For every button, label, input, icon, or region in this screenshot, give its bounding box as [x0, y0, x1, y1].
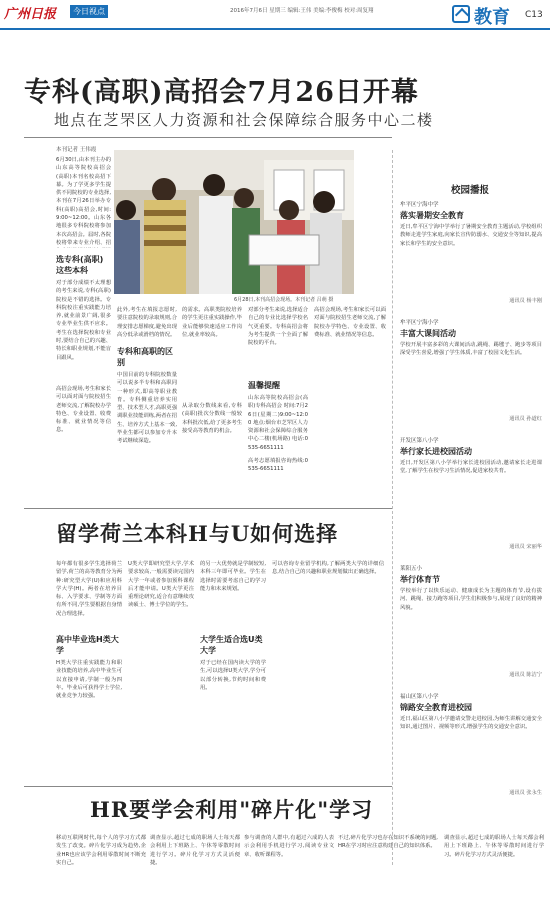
article1-col4-p3: 高考志愿填报咨询热线:0535-6651111: [248, 458, 308, 473]
sub-headline: 地点在芝罘区人力资源和社会保障综合服务中心二楼: [54, 111, 434, 129]
divider: [24, 137, 392, 138]
article1-col4: [248, 306, 308, 506]
section3-headline: HR要学会利用"碎片化"学习: [90, 797, 374, 822]
sidebar-item-sign: 通讯员 孙道红: [509, 416, 542, 422]
sidebar-item-school: 牟平区宁海小学: [400, 320, 439, 326]
article1-col1: [56, 156, 111, 506]
section3-col2-p1: 调查显示,超过七成的职场人士每天都会利用上下班路上、午休等零散时间进行学习。碎片化学习方式灵活便捷。: [150, 835, 240, 866]
newspaper-logo: 广州日报: [4, 7, 57, 22]
sidebar-item-title: 锦路安全教育进校园: [400, 703, 472, 712]
article1-col2-p1: 此外,考生在填报志愿时,要注意院校的录取规则,合理安排志愿梯度,避免出现高分低录或滑档的情况。: [117, 307, 177, 338]
section2-col1-p1: 每年都有很多学生选择荷兰留学,荷兰的高等教育分为两种:研究型大学(U)和应用科学大学(H)。两者在培养目标、入学要求、学制等方面有所不同,学生要根据自身情况合理选择。: [56, 561, 122, 617]
article1-col4-p2: 山东高等院校高招会(高职)专科高招会 时间:7月26日(星期二)9:00~12:00 地点:烟台市芝罘区人力资源和社会保障综合服务中心二楼(机场路) 电话:0535-6651111: [248, 395, 308, 451]
sidebar-item: [400, 564, 542, 692]
section-label: [452, 2, 548, 28]
section2-col1-p2: H类大学注重实践能力和职业技能的培养,高中毕业生可以直接申请,学制一般为四年。毕业后可获得学士学位,就业竞争力较强。: [56, 660, 122, 700]
divider: [24, 508, 392, 509]
article1-col3-p2: 从录取分数线来看,专科(高职)批次分数线一般较本科批次低,给了更多考生接受高等教育的机会。: [182, 403, 242, 434]
section2-col3-p2: 对于已经在国内读大学的学生,可以选择U类大学,学分可以部分转换,节约时间和费用。: [200, 660, 266, 691]
section3-col5-p1: 调查显示,超过七成的职场人士每天都会利用上下班路上、午休等零散时间进行学习。碎片化学习方式灵活便捷。: [444, 835, 544, 858]
sidebar-item: [400, 436, 542, 564]
article1-p2: 对于部分成绩不太理想的考生来说,专科(高职)院校是不错的选择。专科院校注重实践能力培养,就业前景广阔,很多专业毕业生供不应求。考生在选择院校和专业时,要结合自己的兴趣、特长和职业规划,不能盲目跟风。: [56, 280, 111, 361]
page-number: C13: [525, 10, 543, 20]
article1-lead: 6月30日,由本刊主办的山东高等院校高招会(高职)本刊名校高招下幕。为了学更多学生提供不同院校的专业选择,本刊在7月26日举办专科(高职)高招会,时间:9:00~12:00。山东各地很多专科院校将参加本次高招会。届时,各院校将带来专业介绍、招: [56, 157, 111, 246]
section2-col1: [56, 560, 122, 780]
section3-col3-p1: 参与调查的人群中,有超过六成的人表示会利用手机进行学习,阅读专业文章、收听课程等。: [244, 835, 334, 858]
section2-col3: [200, 560, 266, 780]
article1-col5: [314, 306, 386, 506]
section3-col4-p1: 不过,碎片化学习也存在知识不系统的问题,HR在学习时应注意构建自己的知识体系。: [338, 835, 438, 850]
sidebar-item-title: 举行家长进校园活动: [400, 447, 472, 456]
sidebar-item-sign: 通讯员 张永生: [509, 790, 542, 796]
sidebar-item-title: 落实暑期安全教育: [400, 211, 464, 220]
masthead: [0, 0, 550, 30]
section2-col2-p1: U类大学即研究型大学,学术要求较高,一般需要读完国内大学一年或者参加预科课程后才能申请。U类大学更注重理论研究,适合有意继续攻读硕士、博士学位的学生。: [128, 561, 194, 609]
divider: [24, 786, 392, 787]
article1-col2: [117, 306, 177, 506]
today-tag: 今日视点: [70, 5, 108, 18]
crowd-photo-image: [114, 150, 354, 294]
sidebar-item: [400, 692, 542, 810]
article1-col2-p2: 中国目前的专科院校数量可以说多半专科和高职同一种形式,即高等职业教育。专科侧重培养实用型、技术型人才,高职更强调职业技能训练,两者在招生、培养方式上基本一致,毕业生都可以参加专升本考试继续深造。: [117, 372, 177, 445]
section2-headline: 留学荷兰本科H与U如何选择: [56, 521, 339, 546]
sidebar-item-school: 福山区第八小学: [400, 694, 439, 700]
section2-subhead1: 高中毕业选H类大学: [56, 635, 119, 655]
article1-col5-p1: 高招会现场,考生和家长可以面对面与院校招生老师交流,了解院校办学特色、专业设置、收费标准、就业情况等信息。: [314, 307, 386, 338]
news-photo: [114, 150, 354, 294]
sidebar-item-school: 莱阳五小: [400, 566, 423, 572]
main-headline: 专科(高职)高招会7月26日开幕: [24, 77, 419, 108]
sidebar-item-school: 牟平区宁海中学: [400, 202, 439, 208]
section3-col3: [244, 834, 334, 920]
byline: 本刊记者 王伟霞: [56, 147, 97, 153]
sidebar-item: [400, 318, 542, 436]
article1-col4-p1: 对部分考生来说,选择适合自己的专业比选择学校名气更重要。专科高招会将为考生提供一个全面了解院校的平台。: [248, 307, 308, 347]
sidebar-item-sign: 通讯员 宋丽华: [509, 544, 542, 550]
masthead-meta: 2016年7月6日 星期三 编辑:王伟 美编:李俊梅 校对:周复翔: [230, 8, 374, 14]
section3-col1: [56, 834, 146, 920]
article1-subhead2: 专科和高职的区别: [117, 347, 173, 367]
article1-p3: 高招会现场,考生和家长可以面对面与院校招生老师交流,了解院校办学特色、专业设置、收费标准、就业情况等信息。: [56, 386, 111, 434]
sidebar-item-title: 举行体育节: [400, 575, 440, 584]
sidebar-items: [400, 200, 542, 828]
sidebar-item-sign: 通讯员 杨丰刚: [509, 298, 542, 304]
section2-col4: [272, 560, 384, 780]
sidebar-item-body: 学校开展丰富多彩的大课间活动,跳绳、踢毽子、跑步等项目深受学生喜爱,增强了学生体质,丰富了校园文化生活。: [400, 342, 542, 357]
photo-caption: 6月28日,本刊高招会现场。本刊记者 吕萌 摄: [234, 297, 334, 303]
sidebar-item-body: 近日,福山区第八小学邀请交警走进校园,为师生讲解交通安全知识,通过图片、视频等形式,增强学生的交通安全意识。: [400, 716, 542, 731]
article1-col3: [182, 306, 242, 506]
section2-subhead2: 大学生适合选U类大学: [200, 635, 263, 655]
section3-col1-p1: 移动互联网时代,每个人的学习方式都发生了改变。碎片化学习成为趋势,企业HR也应该学会利用零散时间不断充实自己。: [56, 835, 146, 866]
section-name: 教育: [474, 7, 510, 28]
article1-subhead3: 温馨提醒: [248, 381, 280, 390]
sidebar-item-body: 近日,牟平区宁海中学举行了暑期安全教育主题活动,学校组织教师走进学生家庭,向家长宣传防溺水、交通安全等知识,提高家长和学生的安全意识。: [400, 224, 542, 247]
education-icon: [452, 5, 470, 23]
sidebar-item-sign: 通讯员 陈洁宁: [509, 672, 542, 678]
sidebar-item-school: 开发区第八小学: [400, 438, 439, 444]
sidebar-title: 校园播报: [450, 185, 489, 196]
section3-col2: [150, 834, 240, 920]
article1-col3-p1: 的需求。高职类院校培养的学生更注重实践操作,毕业后能够快速适应工作岗位,就业率较高。: [182, 307, 242, 338]
section2-col2: [128, 560, 194, 780]
section2-col4-p1: 可以咨询专业留学机构,了解两类大学的详细信息,结合自己的兴趣和职业规划做出正确选择。: [272, 561, 384, 576]
section2-col3-p1: 的另一大优势就是学制较短,本科三年即可毕业。学生在选择时需要考虑自己的学习能力和未来规划。: [200, 561, 266, 592]
sidebar-item-title: 丰富大课间活动: [400, 329, 456, 338]
sidebar-item: [400, 200, 542, 318]
sidebar-item-body: 学校举行了以快乐运动、健康成长为主题的体育节,设有拔河、跳绳、接力跑等项目,学生们积极参与,展现了良好的精神风貌。: [400, 588, 542, 611]
article1-subhead1: 选专科(高职)这些本科: [56, 255, 104, 275]
sidebar-item-body: 近日,开发区第八小学举行家长进校园活动,邀请家长走进课堂,了解学生在校学习生活情况,促进家校共育。: [400, 460, 542, 475]
